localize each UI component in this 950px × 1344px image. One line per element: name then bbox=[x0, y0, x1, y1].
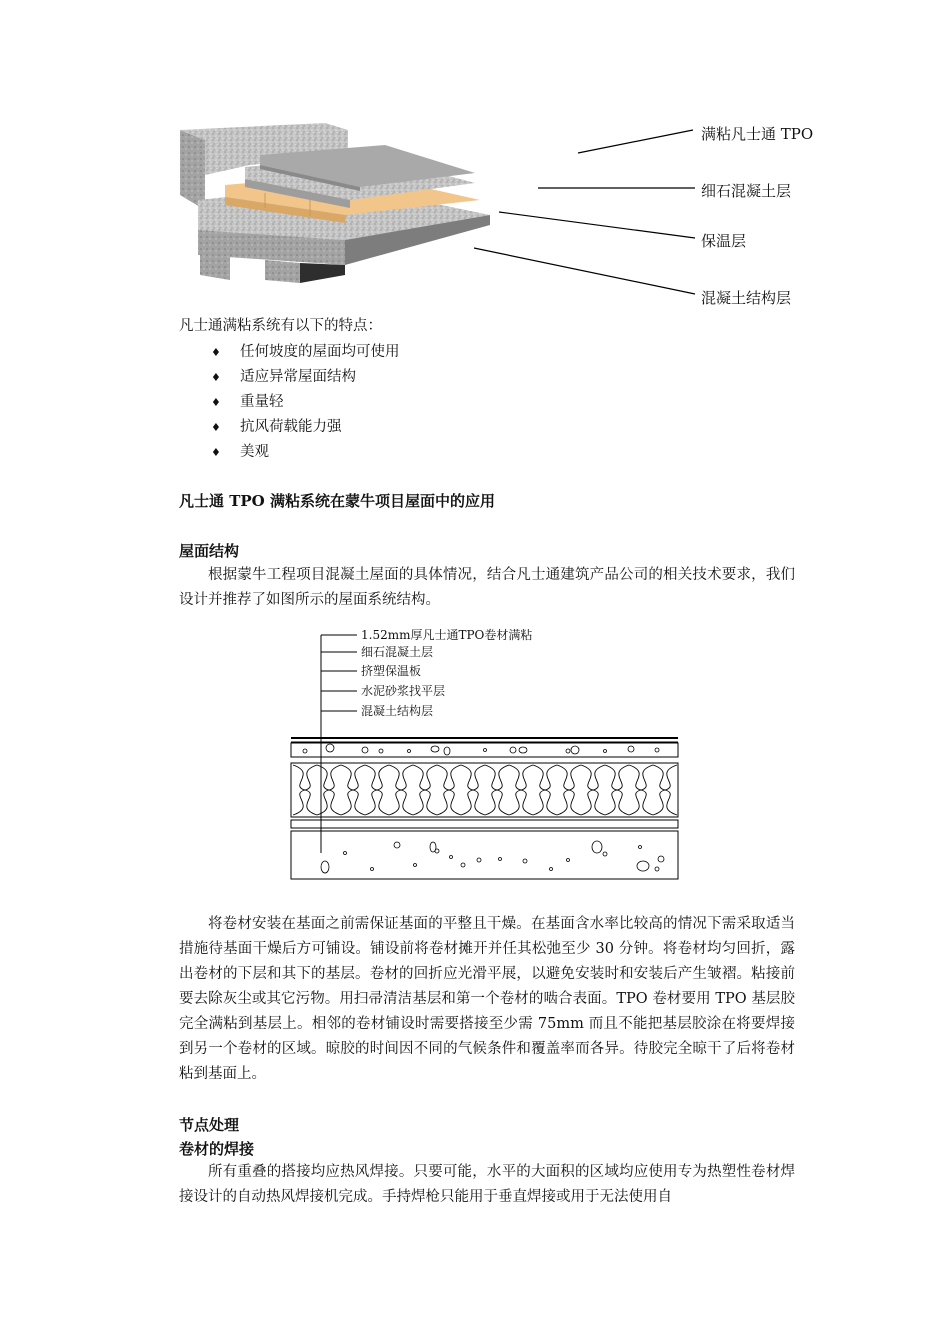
roof-structure-paragraph: 根据蒙牛工程项目混凝土屋面的具体情况，结合凡士通建筑产品公司的相关技术要求，我们设计并推荐了如图所示的屋面系统结构。 bbox=[179, 567, 795, 608]
diamond-bullet-icon: ♦ bbox=[211, 346, 221, 359]
figure1-label-structure: 混凝土结构层 bbox=[701, 289, 792, 307]
figure1-leader-lines bbox=[470, 120, 710, 300]
diamond-bullet-icon: ♦ bbox=[211, 396, 221, 409]
list-item: ♦ 抗风荷载能力强 bbox=[211, 415, 400, 440]
roof-structure-heading: 屋面结构 bbox=[179, 542, 240, 560]
figure1-label-tpo: 满粘凡士通 TPO bbox=[701, 125, 814, 143]
list-item: ♦ 重量轻 bbox=[211, 390, 400, 415]
roof-cross-section-diagram bbox=[285, 625, 685, 885]
features-intro: 凡士通满粘系统有以下的特点： bbox=[179, 318, 382, 334]
diamond-bullet-icon: ♦ bbox=[211, 421, 221, 434]
roof-3d-illustration bbox=[170, 115, 510, 290]
figure1-label-fine-concrete: 细石混凝土层 bbox=[701, 182, 792, 200]
list-item: ♦ 任何坡度的屋面均可使用 bbox=[211, 340, 400, 365]
features-list bbox=[211, 340, 400, 465]
figure2-label-structure: 混凝土结构层 bbox=[361, 704, 434, 718]
section-title: 凡士通 TPO 满粘系统在蒙牛项目屋面中的应用 bbox=[179, 492, 495, 510]
diamond-bullet-icon: ♦ bbox=[211, 371, 221, 384]
list-item: ♦ 美观 bbox=[211, 440, 400, 465]
figure1-label-insulation: 保温层 bbox=[701, 232, 747, 250]
welding-paragraph: 所有重叠的搭接均应热风焊接。只要可能，水平的大面积的区域均应使用专为热塑性卷材焊接设计的自动热风焊接机完成。手持焊枪只能用于垂直焊接或用于无法使用自 bbox=[179, 1164, 795, 1205]
installation-paragraph: 将卷材安装在基面之前需保证基面的平整且干燥。在基面含水率比较高的情况下需采取适当措施待基面干燥后方可铺设。铺设前将卷材摊开并任其松弛至少 30 分钟。将卷材均匀回折，露出卷材的下层和其下的基层。卷材的回折应光滑平展，以避免安装时和安装后产生皱褶。粘接前要去除灰尘或其它污物。用扫帚清洁基层和第一个卷材的啮合表面。TPO 卷材要用 TPO 基层胶完全满粘到基层上。相邻的卷材铺设时需要搭接至少需 75mm 而且不能把基层胶涂在将要焊接到另一个卷材的区域。晾胶的时间因不同的气候条件和覆盖率而各异。待胶完全晾干了后将卷材粘到基面上。 bbox=[179, 916, 795, 1082]
figure2-label-leveling: 水泥砂浆找平层 bbox=[361, 684, 446, 698]
diamond-bullet-icon: ♦ bbox=[211, 446, 221, 459]
welding-subheading: 卷材的焊接 bbox=[179, 1140, 255, 1158]
figure2-label-tpo: 1.52mm厚凡士通TPO卷材满粘 bbox=[361, 628, 533, 642]
node-treatment-heading: 节点处理 bbox=[179, 1116, 240, 1134]
list-item: ♦ 适应异常屋面结构 bbox=[211, 365, 400, 390]
figure2-label-xps: 挤塑保温板 bbox=[361, 664, 422, 678]
figure2-label-fine-concrete: 细石混凝土层 bbox=[361, 645, 434, 659]
